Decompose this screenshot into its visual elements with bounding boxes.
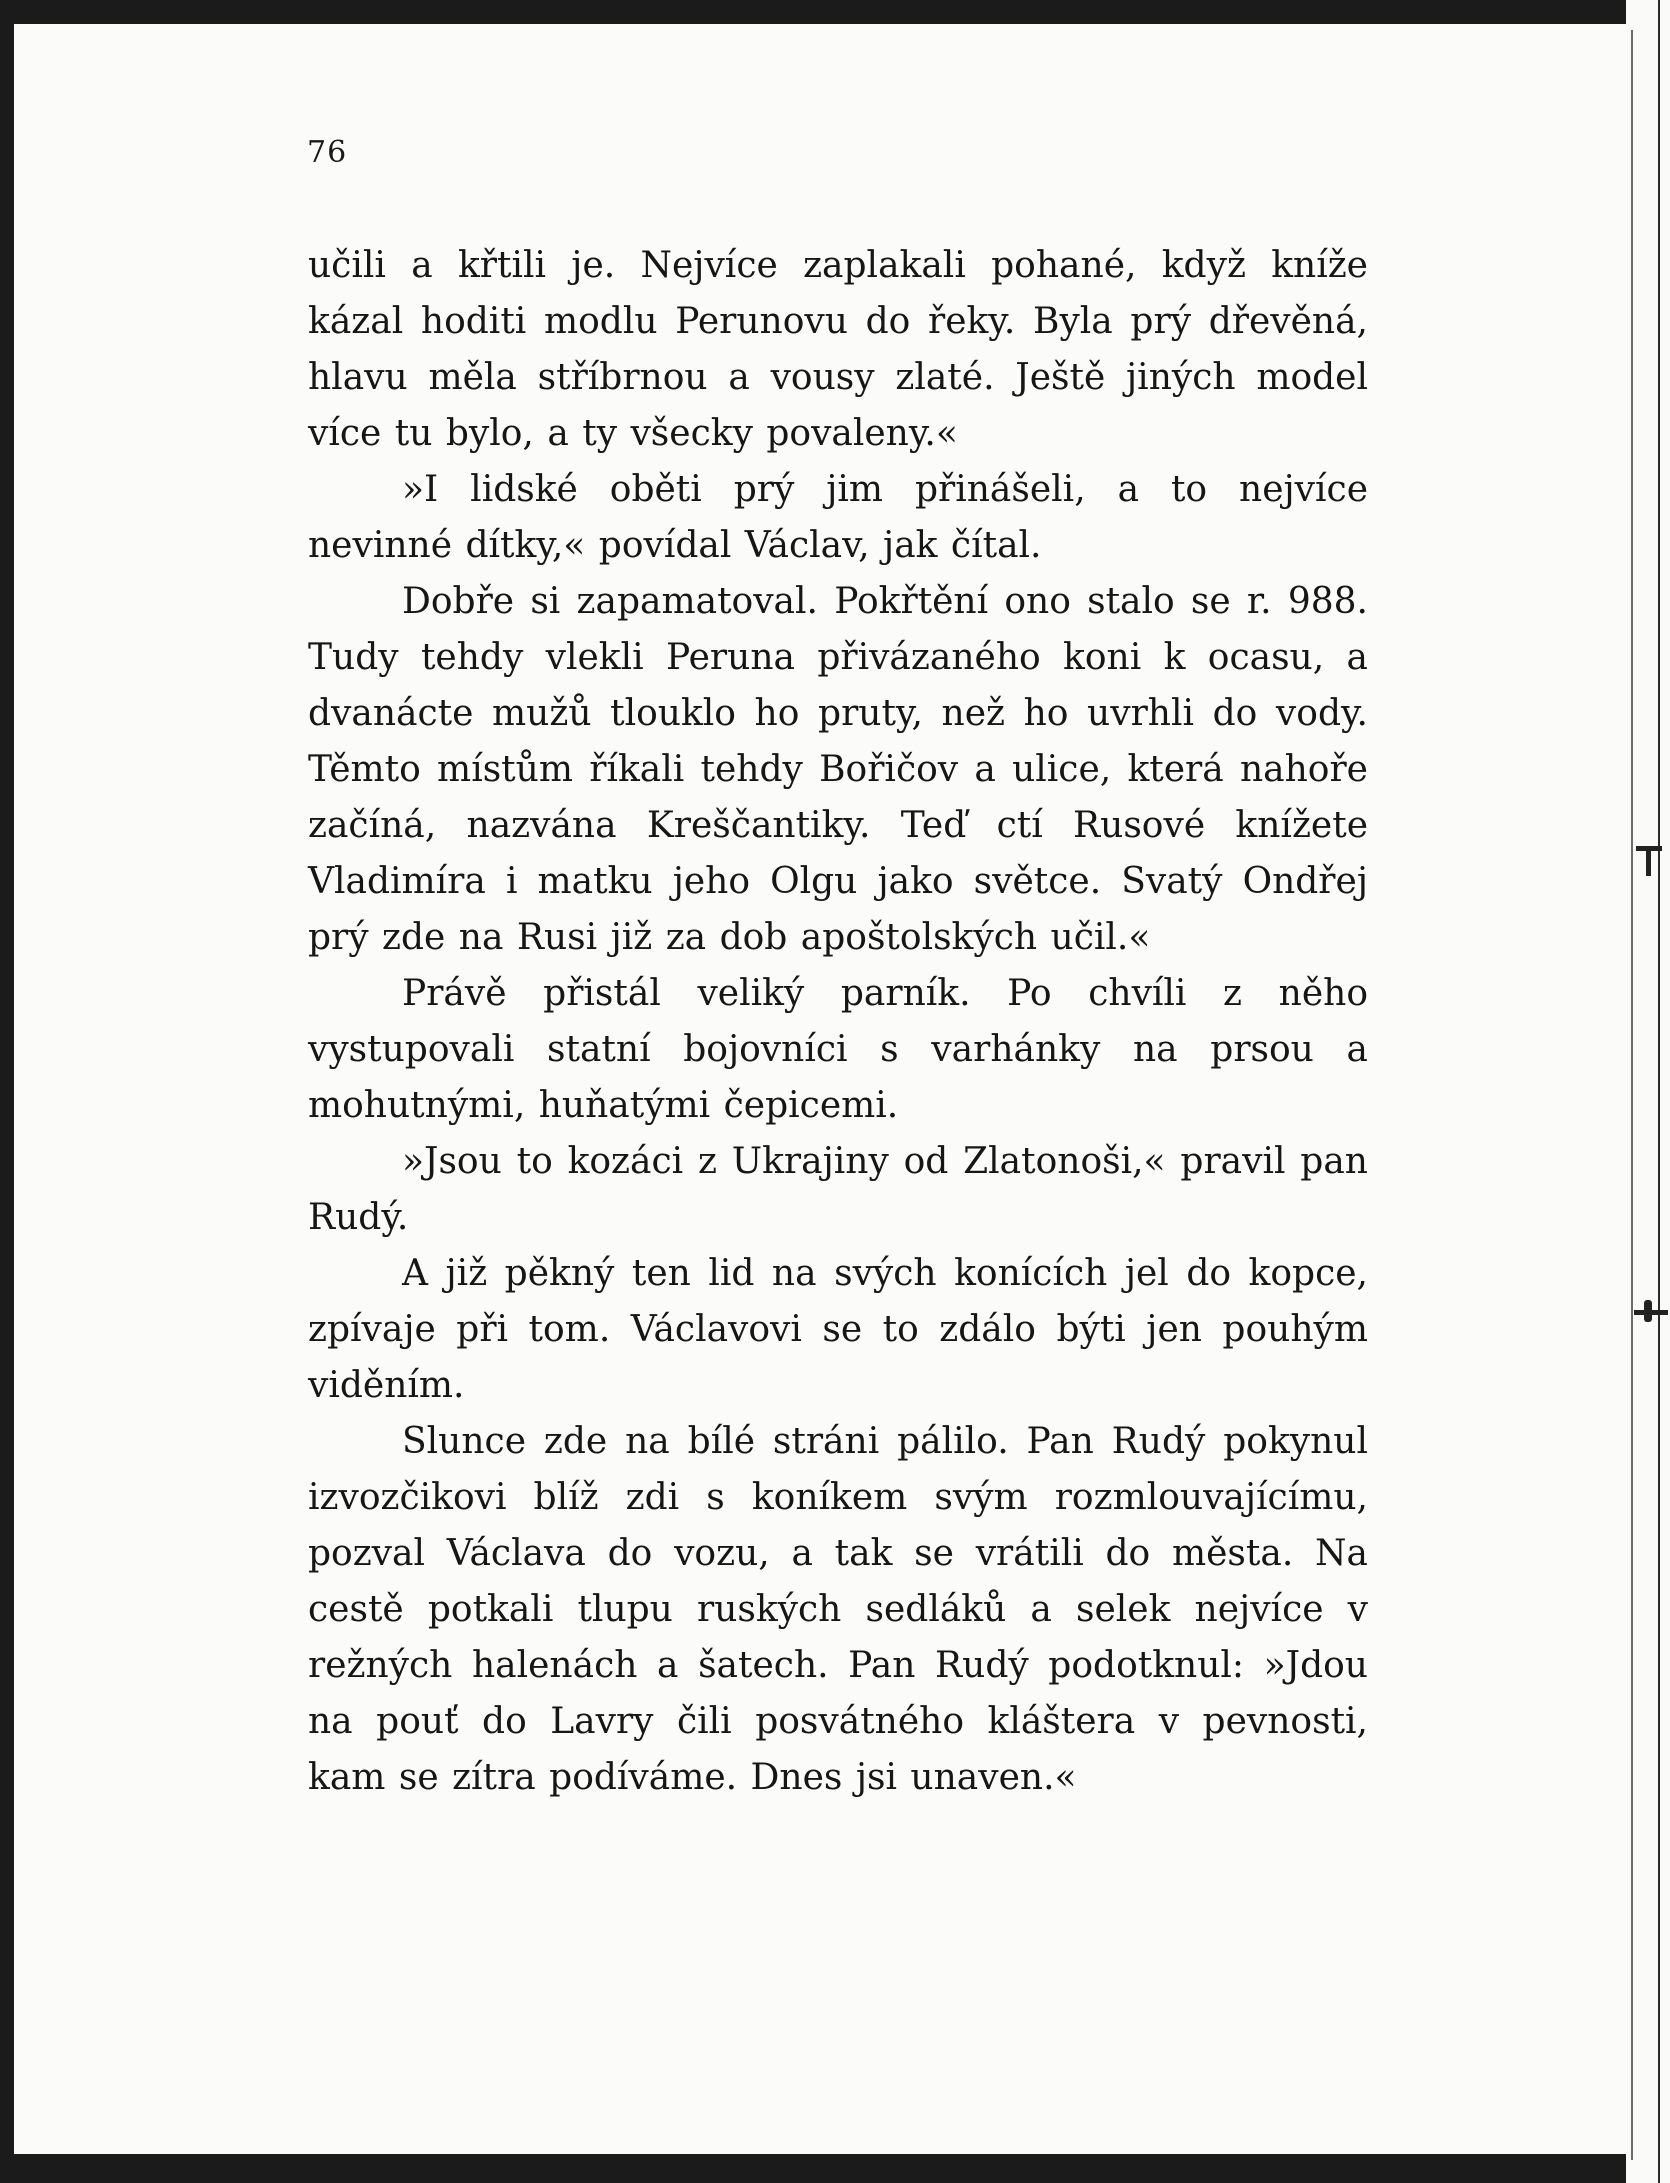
paragraph-4: Právě přistál veliký parník. Po chvíli z něho vystupovali statní bojovníci s varhánky na prsou a mohutnými, huňatými čepicemi. [308, 973, 1368, 1126]
page-number: 76 [307, 135, 348, 170]
binding-line [1658, 0, 1660, 2183]
paragraph-3: Dobře si zapamatoval. Pokřtění ono stalo se r. 988. Tudy tehdy vlekli Peruna přivázaného koni k ocasu, a dvanácte mužů tlouklo ho pruty, než ho uvrhli do vody. Těmto místům říkali tehdy Bořičov a ulice, která nahoře začíná, nazvána Kreščantiky. Teď ctí Rusové knížete Vladimíra i matku jeho Olgu jako světce. Svatý Ondřej prý zde na Rusi již za dob apoštolských učil.« [308, 581, 1368, 958]
paragraph-7: Slunce zde na bílé stráni pálilo. Pan Rudý pokynul izvozčikovi blíž zdi s koníkem svým rozmlouvajícímu, pozval Václava do vozu, a tak se vrátili do města. Na cestě potkali tlupu ruských sedláků a selek nejvíce v režných halenách a šatech. Pan Rudý podotknul: »Jdou na pouť do Lavry čili posvátného kláštera v pevnosti, kam se zítra podíváme. Dnes jsi unaven.« [308, 1421, 1368, 1798]
paragraph-6: A již pěkný ten lid na svých konících jel do kopce, zpívaje při tom. Václavovi se to zdálo býti jen pouhým viděním. [308, 1253, 1368, 1406]
page-edge-line [1631, 30, 1633, 2160]
body-text [308, 238, 1368, 1806]
paragraph-2: »I lidské oběti prý jim přinášeli, a to nejvíce nevinné dítky,« povídal Václav, jak čítal. [308, 469, 1368, 566]
scan-mark-top-stem [1646, 846, 1651, 876]
paragraph-5: »Jsou to kozáci z Ukrajiny od Zlatonoši,« pravil pan Rudý. [308, 1141, 1368, 1238]
scan-mark-bottom-knob [1644, 1300, 1652, 1322]
paragraph-1: učili a křtili je. Nejvíce zaplakali pohané, když kníže kázal hoditi modlu Perunovu do řeky. Byla prý dřevěná, hlavu měla stříbrnou a vousy zlaté. Ještě jiných model více tu bylo, a ty všecky povaleny.« [308, 245, 1368, 454]
